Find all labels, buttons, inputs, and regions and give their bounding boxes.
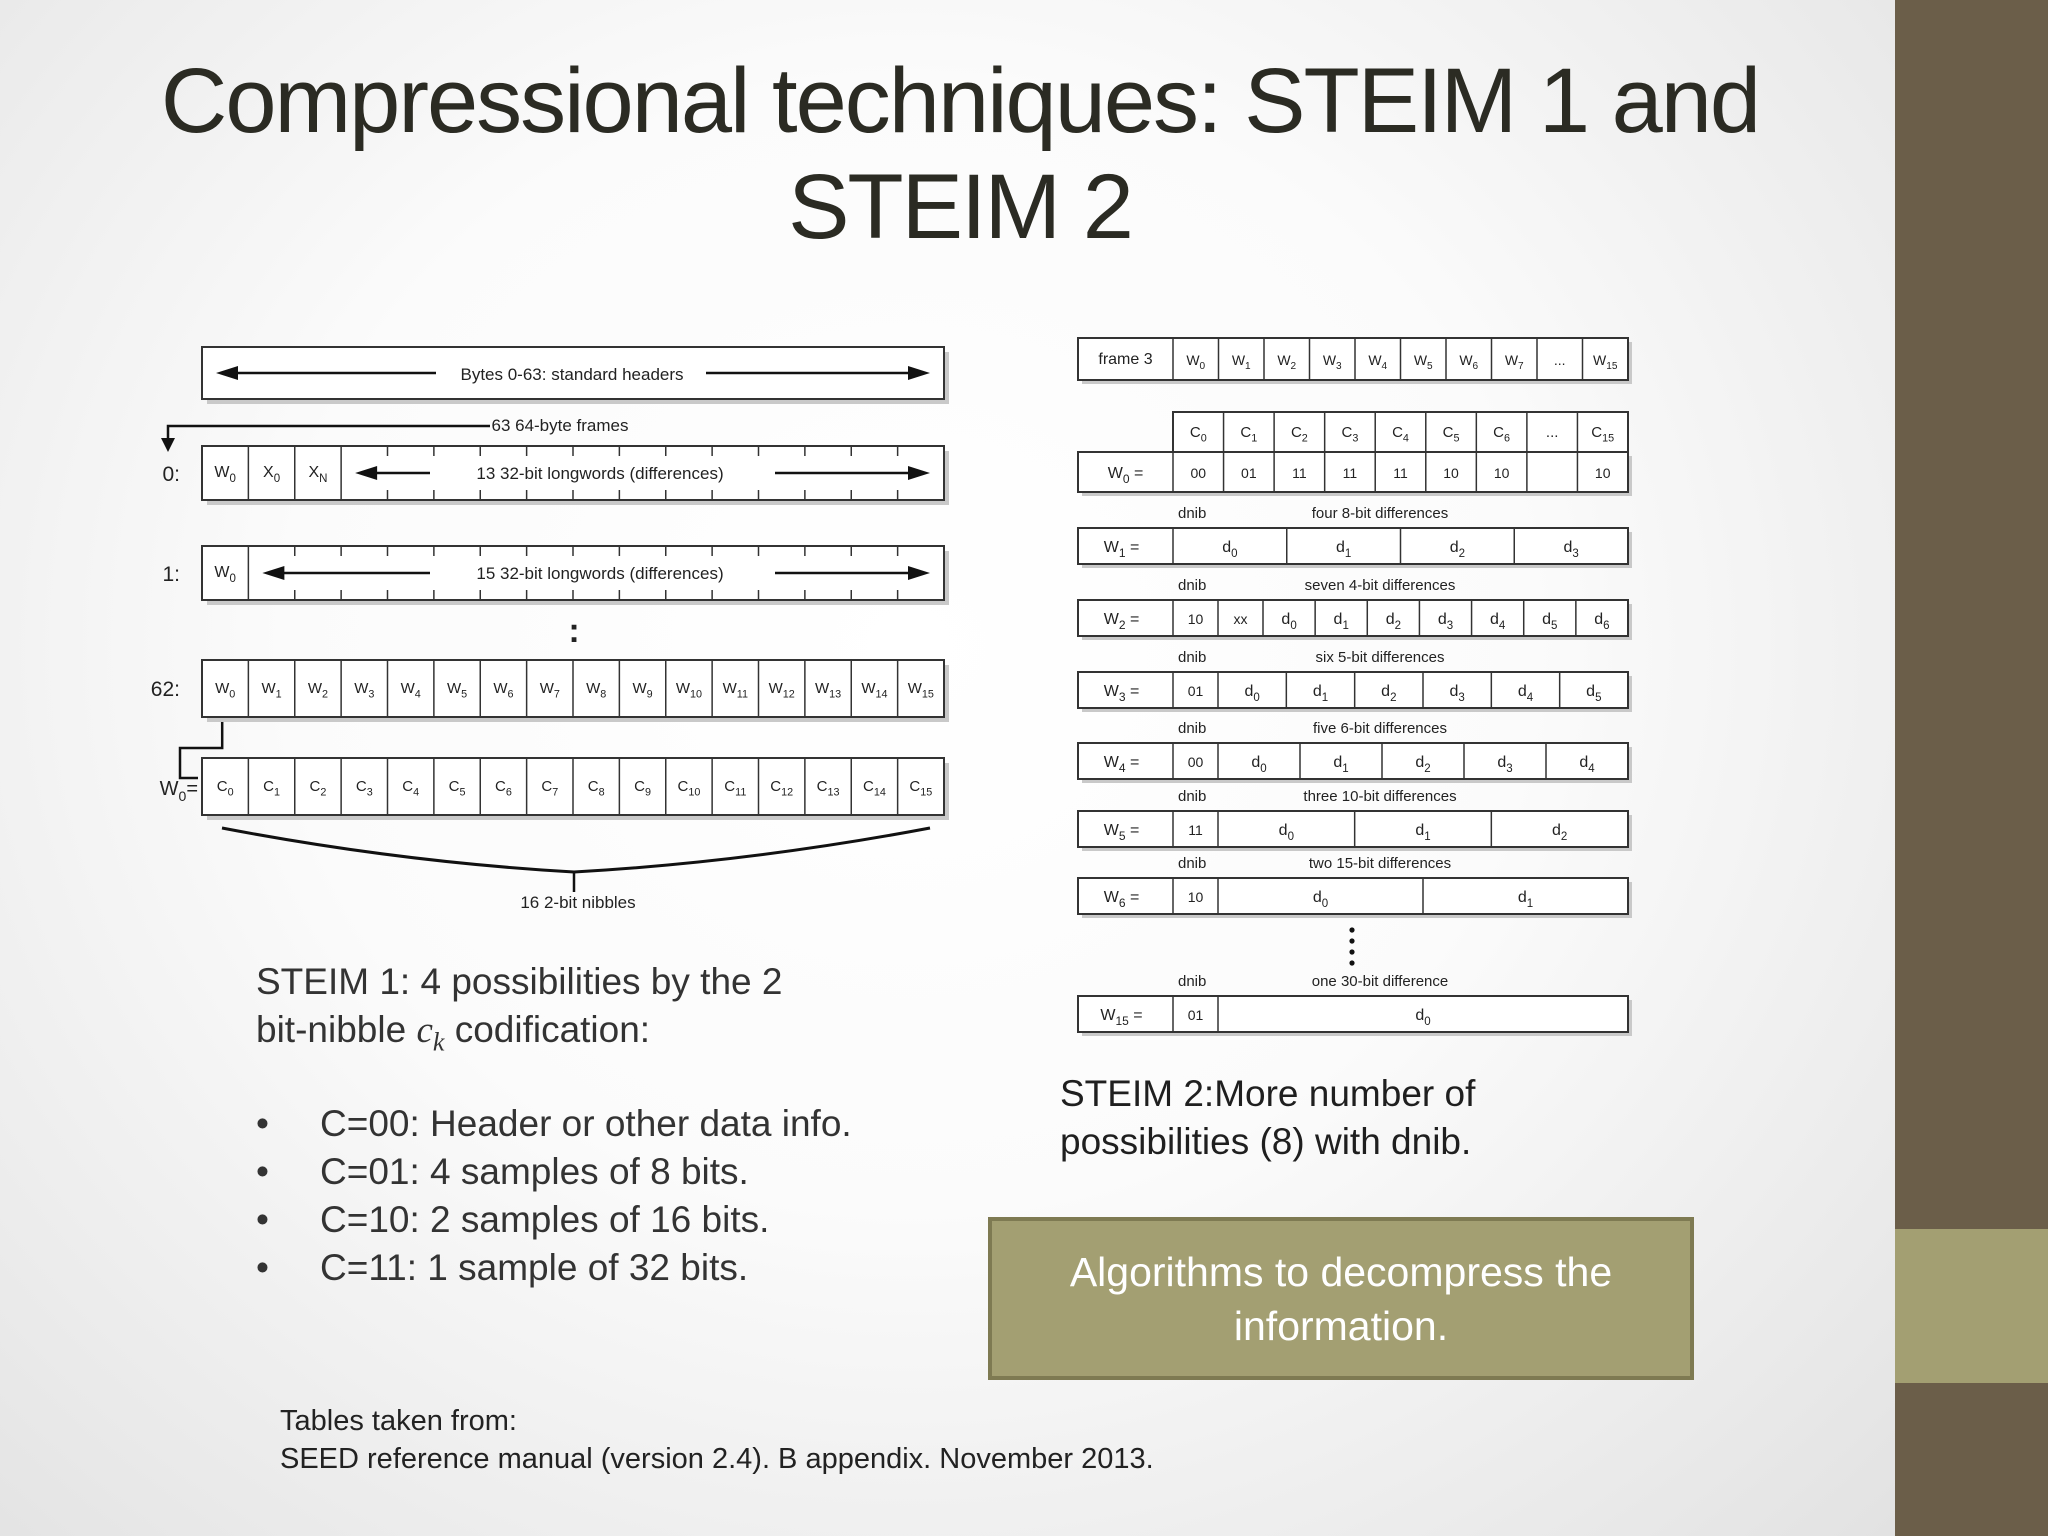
c-header-cell-label-main: ... — [1545, 424, 1559, 441]
w-row-cell-label-main: d — [1415, 822, 1425, 839]
row1-cell-label-sub: 0 — [229, 572, 236, 585]
row62-cell-label-sub: 13 — [829, 688, 842, 701]
crow-cell-label-sub: 2 — [320, 786, 327, 799]
row62-cell-label-sub: 6 — [507, 688, 514, 701]
row-caption: two 15-bit differences — [1308, 855, 1452, 872]
dnib-label: dnib — [1178, 505, 1207, 522]
row-caption: one 30-bit difference — [1311, 973, 1449, 990]
w-row-box — [1078, 528, 1628, 564]
w0-value: 11 — [1342, 465, 1358, 481]
vertical-ellipsis-dot — [1349, 949, 1354, 954]
crow-cell-label-main: C — [909, 778, 921, 795]
source-citation — [280, 1402, 1380, 1478]
frame3-label: frame 3 — [1098, 351, 1153, 368]
list-item: • C=11: 1 sample of 32 bits. — [256, 1244, 856, 1292]
w-row-cell-label-main: d — [1552, 822, 1561, 839]
crow-cell-label-sub: 12 — [781, 786, 794, 799]
crow-cell-label-sub: 13 — [827, 786, 840, 799]
crow-cell-label-main: C — [355, 778, 367, 795]
w-row-cell-label-main: d — [1415, 754, 1425, 771]
crow-cell-label-main: C — [770, 778, 782, 795]
frame3-cell-label-main: W — [1231, 352, 1246, 368]
c-header-cell-label-sub: 2 — [1301, 432, 1308, 445]
w-row-cell-label-main: d — [1563, 539, 1573, 556]
w-row-label-eq: = — [1125, 889, 1140, 906]
w-row-cell-label-main: xx — [1233, 611, 1248, 627]
w-row-label-sub: 4 — [1118, 761, 1126, 775]
list-item: • C=01: 4 samples of 8 bits. — [256, 1148, 856, 1196]
row62-cell-label-sub: 9 — [646, 688, 653, 701]
row-caption: three 10-bit differences — [1303, 788, 1457, 805]
dnib-label: dnib — [1178, 720, 1207, 737]
w-row-box — [1078, 672, 1628, 708]
sidebar-accent-band — [1895, 1229, 2048, 1383]
row62-cell-label-sub: 11 — [736, 688, 749, 701]
w-row-cell-label — [1188, 822, 1203, 838]
crow-cell-label-sub: 10 — [688, 786, 701, 799]
w-row-cell-label-sub: 4 — [1526, 691, 1534, 704]
w-row-cell-label-main: d — [1333, 754, 1343, 771]
steim2-description: STEIM 2:More number of possibilities (8) with dnib. — [1060, 1073, 1476, 1162]
c-header-cell-label-main: C — [1189, 424, 1201, 441]
c-header-cell-label-main: C — [1240, 424, 1252, 441]
frame3-cell-label-sub: 4 — [1381, 361, 1388, 373]
crow-cell-label-sub: 5 — [459, 786, 466, 799]
w-row-label-main: W — [1103, 683, 1119, 700]
dnib-label: dnib — [1178, 577, 1207, 594]
w-row-cell-label-main: d — [1594, 611, 1604, 628]
w-row-box — [1078, 878, 1628, 914]
w-row-cell-label-sub: 3 — [1446, 619, 1454, 632]
w-row-cell-label-sub: 0 — [1321, 897, 1329, 910]
w-row-label-sub: 3 — [1118, 690, 1126, 704]
crow-cell-label-sub: 7 — [552, 786, 559, 799]
dnib-label: dnib — [1178, 973, 1207, 990]
w-row-label-sub: 2 — [1118, 618, 1126, 632]
w-row-label-eq: = — [1125, 611, 1140, 628]
crow-cell-label-sub: 8 — [598, 786, 605, 799]
w0-value: 11 — [1292, 465, 1307, 481]
nibbles-label: 16 2-bit nibbles — [520, 893, 636, 912]
c-header-cell-label-sub: 0 — [1200, 432, 1207, 445]
w-row-label-sub: 15 — [1115, 1014, 1129, 1028]
w-row-cell-label-main: d — [1517, 683, 1527, 700]
crow-label-main: W — [159, 778, 179, 800]
w-row-cell-label-sub: 2 — [1458, 547, 1466, 560]
c-header-cell-label — [1546, 424, 1559, 441]
crow-cell-label-main: C — [863, 778, 874, 795]
steim1-var-sub: k — [432, 1027, 445, 1057]
frame3-cell-label-main: W — [1186, 352, 1200, 368]
row0-cell-label-main: X — [263, 464, 274, 481]
row62-cell-label-sub: 14 — [875, 688, 888, 701]
row62-cell-label-sub: 3 — [368, 688, 375, 701]
list-item: • C=10: 2 samples of 16 bits. — [256, 1196, 856, 1244]
dnib-label: dnib — [1178, 788, 1207, 805]
row62-cell-label-sub: 1 — [275, 688, 282, 701]
w-row-cell-label-sub: 2 — [1560, 830, 1568, 843]
row-caption: seven 4-bit differences — [1304, 577, 1456, 594]
w-row-cell-label-main: d — [1251, 754, 1261, 771]
w-row-cell-label — [1188, 683, 1204, 699]
callout-text: Algorithms to decompress the information. — [1069, 1248, 1613, 1349]
crow-cell-label-main: C — [541, 778, 553, 795]
steim1-intro-b: bit-nibble — [256, 1009, 417, 1050]
frame3-cell-label-main: W — [1459, 352, 1473, 368]
w-row-box — [1078, 811, 1628, 847]
w-row-cell-label-sub: 0 — [1260, 762, 1267, 775]
crow-cell-label-sub: 3 — [366, 786, 373, 799]
w-row-cell-label-main: d — [1333, 611, 1343, 628]
w0-label-eq: = — [1129, 465, 1144, 482]
w-row-cell-label-main: d — [1415, 1007, 1425, 1024]
row62-cell-label-main: W — [586, 680, 601, 697]
header-label: Bytes 0-63: standard headers — [460, 365, 684, 384]
w-row-label-main: W — [1103, 611, 1119, 628]
w-row-label-sub: 6 — [1118, 896, 1126, 910]
frame3-cell-label-main: ... — [1553, 352, 1566, 368]
w-row-cell-label-sub: 1 — [1424, 830, 1431, 843]
frame3-cell-label-main: W — [1368, 352, 1382, 368]
w-row-cell-label-main: d — [1335, 539, 1345, 556]
row62-label: 62: — [150, 678, 180, 701]
row1-cell-label-main: W — [214, 564, 230, 581]
row62-cell-label-main: W — [675, 680, 691, 697]
c-header-cell-label-main: C — [1392, 424, 1403, 441]
row62-cell-label-main: W — [493, 680, 508, 697]
row62-cell-label-sub: 4 — [414, 688, 421, 701]
w-row-cell-label-main: d — [1312, 889, 1322, 906]
w-row-cell-label-main: 00 — [1187, 754, 1204, 770]
w-row-cell-label-sub: 0 — [1231, 547, 1238, 560]
w-row-cell-label-main: d — [1222, 539, 1232, 556]
w-row-cell-label-main: 01 — [1187, 1007, 1204, 1023]
row62-cell-label-main: W — [446, 680, 462, 697]
w-row-cell-label-main: d — [1586, 683, 1596, 700]
w-row-cell-label-main: d — [1579, 754, 1589, 771]
w-row-cell-label-sub: 1 — [1342, 762, 1349, 775]
row0-cell-label-sub: 0 — [229, 472, 236, 485]
row62-cell-label-main: W — [907, 680, 922, 697]
crow-label-eq: = — [186, 778, 198, 800]
frame3-cell-label-sub: 2 — [1290, 361, 1297, 373]
w-row-cell-label-sub: 4 — [1588, 762, 1595, 775]
row0-label: 0: — [162, 463, 180, 486]
w-row-cell-label-sub: 5 — [1595, 691, 1602, 704]
crow-cell-label-main: C — [587, 778, 599, 795]
w-row-cell-label-sub: 1 — [1526, 897, 1534, 910]
row0-cell-label-main: X — [308, 464, 320, 481]
w-row-cell-label-sub: 1 — [1342, 619, 1349, 632]
w-row-cell-label-sub: 0 — [1287, 830, 1294, 843]
steim1-list — [256, 1100, 856, 1292]
crow-label-sub: 0 — [178, 788, 187, 804]
w-row-cell-label-main: d — [1381, 683, 1391, 700]
w-row-cell-label-sub: 1 — [1321, 691, 1329, 704]
c-header-cell-label-sub: 6 — [1504, 432, 1511, 445]
w-row-cell-label — [1188, 889, 1204, 905]
c-header-cell-label-sub: 5 — [1453, 432, 1460, 445]
w-row-label-eq: = — [1125, 539, 1140, 556]
w0-value: 10 — [1493, 465, 1510, 481]
w0-value: 00 — [1190, 465, 1207, 481]
w-row-label-eq: = — [1125, 683, 1140, 700]
vertical-ellipsis-dot — [1349, 927, 1354, 932]
frame-ellipsis: : — [568, 612, 580, 650]
w-row-label-eq: = — [1125, 822, 1140, 839]
w0-value: 11 — [1393, 465, 1408, 481]
row62-cell-label-main: W — [215, 680, 230, 697]
w-row-label-main: W — [1103, 539, 1119, 556]
crow-cell-label-sub: 1 — [273, 786, 280, 799]
row62-cell-label-sub: 10 — [690, 688, 703, 701]
list-item: • C=00: Header or other data info. — [256, 1100, 856, 1148]
steim1-description — [256, 958, 896, 1066]
w-row-cell-label — [1234, 611, 1248, 627]
w-row-cell-label-main: 10 — [1187, 889, 1204, 905]
frame3-cell-label-sub: 3 — [1336, 361, 1342, 373]
row0-span-label: 13 32-bit longwords (differences) — [476, 464, 724, 483]
row-caption: six 5-bit differences — [1315, 649, 1445, 666]
w-row-cell-label-main: d — [1489, 611, 1499, 628]
w-row-cell-label-sub: 1 — [1344, 547, 1352, 560]
w0-value: 01 — [1241, 465, 1257, 481]
w-row-cell-label-sub: 3 — [1458, 691, 1465, 704]
w-row-cell-label-main: 01 — [1187, 683, 1204, 699]
row62-cell-label-sub: 8 — [600, 688, 607, 701]
w-row-cell-label-main: d — [1497, 754, 1507, 771]
w-row-cell-label-main: d — [1449, 539, 1459, 556]
w-row-cell-label-sub: 5 — [1551, 619, 1558, 632]
w-row-cell-label-main: d — [1244, 683, 1254, 700]
c-header-cell-label-main: C — [1493, 424, 1505, 441]
w-row-cell-label-main: d — [1278, 822, 1288, 839]
c-header-cell-label-sub: 3 — [1352, 432, 1359, 445]
crow-cell-label-main: C — [216, 778, 228, 795]
row-caption: five 6-bit differences — [1313, 720, 1447, 737]
w0-value: 10 — [1594, 465, 1611, 481]
c-header-cell-label-main: C — [1591, 424, 1603, 441]
w-row-cell-label-sub: 4 — [1498, 619, 1506, 632]
row0-cell-label-main: W — [214, 464, 230, 481]
crow-cell-label-main: C — [263, 778, 274, 795]
row62-cell-label-main: W — [400, 680, 415, 697]
row62-cell-label-main: W — [768, 680, 783, 697]
callout-box — [988, 1217, 1694, 1380]
dnib-label: dnib — [1178, 649, 1207, 666]
row0-cell-label-sub: N — [319, 472, 328, 485]
row1-label: 1: — [162, 563, 180, 586]
frame3-cell-label-main: W — [1504, 352, 1519, 368]
w-row-cell-label — [1188, 611, 1204, 627]
crow-cell-label-sub: 9 — [644, 786, 651, 799]
w-row-label-sub: 1 — [1118, 546, 1126, 560]
w-row-cell-label-main: d — [1517, 889, 1527, 906]
row62-cell-label-main: W — [539, 680, 554, 697]
crow-cell-label-main: C — [448, 778, 460, 795]
w-row-cell-label-main: d — [1437, 611, 1447, 628]
w-row-label-sub: 5 — [1118, 829, 1126, 843]
w-row-cell-label-sub: 3 — [1506, 762, 1513, 775]
row62-cell-label-sub: 7 — [553, 688, 560, 701]
row62-cell-label-main: W — [307, 680, 323, 697]
frame3-cell-label-sub: 7 — [1518, 361, 1524, 373]
frame3-cell-label-main: W — [1277, 352, 1291, 368]
frame3-cell-label-sub: 0 — [1199, 361, 1206, 373]
row62-cell-label-main: W — [261, 680, 276, 697]
row62-cell-label-sub: 5 — [461, 688, 468, 701]
row62-cell-label-main: W — [861, 680, 876, 697]
source-line-1: Tables taken from: — [280, 1405, 517, 1437]
crow-cell-label-main: C — [309, 778, 321, 795]
crow-cell-label-main: C — [634, 778, 645, 795]
row62-cell-label-main: W — [722, 680, 737, 697]
steim1-intro-c: codification: — [444, 1009, 651, 1050]
w-row-cell-label-sub: 2 — [1390, 691, 1397, 704]
row62-cell-label-sub: 15 — [921, 688, 934, 701]
w-row-cell-label-main: d — [1385, 611, 1395, 628]
c-header-cell-label-main: C — [1341, 424, 1353, 441]
w-row-cell-label-sub: 3 — [1572, 547, 1579, 560]
frame3-cell-label-main: W — [1593, 352, 1607, 368]
crow-cell-label-sub: 14 — [873, 786, 886, 799]
w-row-cell-label-sub: 0 — [1253, 691, 1260, 704]
steim1-var: c — [416, 1010, 433, 1051]
c-header-cell-label-sub: 15 — [1602, 432, 1615, 445]
w-row-cell-label-main: d — [1312, 683, 1322, 700]
w-row-cell-label-sub: 0 — [1290, 619, 1297, 632]
crow-cell-label-main: C — [402, 778, 414, 795]
w-row-cell-label — [1188, 754, 1204, 770]
frame3-cell-label — [1554, 352, 1566, 368]
dnib-label: dnib — [1178, 855, 1207, 872]
steim1-intro-a: STEIM 1: 4 possibilities by the 2 — [256, 961, 783, 1002]
row62-cell-label-main: W — [632, 680, 647, 697]
crow-cell-label-main: C — [816, 778, 828, 795]
w-row-cell-label-sub: 2 — [1424, 762, 1431, 775]
crow-cell-label-main: C — [677, 778, 689, 795]
w-row-cell-label-sub: 0 — [1424, 1015, 1431, 1028]
frame3-cell-label-main: W — [1413, 352, 1428, 368]
crow-cell-label-sub: 11 — [735, 786, 747, 799]
c-header-cell-label-sub: 1 — [1251, 432, 1258, 445]
w-row-cell-label-main: 10 — [1187, 611, 1204, 627]
w-row-box — [1078, 996, 1628, 1032]
w0-label-sub: 0 — [1122, 472, 1130, 486]
c-header-cell-label-main: C — [1442, 424, 1454, 441]
crow-cell-label-sub: 4 — [413, 786, 420, 799]
row1-span-label: 15 32-bit longwords (differences) — [476, 564, 724, 583]
w-row-cell-label-main: 11 — [1188, 822, 1203, 838]
frame3-cell-label-sub: 5 — [1427, 361, 1433, 373]
row-caption: four 8-bit differences — [1311, 505, 1449, 522]
vertical-ellipsis-dot — [1349, 960, 1354, 965]
crow-cell-label-sub: 15 — [920, 786, 933, 799]
w-row-label-eq: = — [1125, 754, 1140, 771]
row62-cell-label-main: W — [814, 680, 830, 697]
crow-cell-label-main: C — [724, 778, 736, 795]
w0-value: 10 — [1443, 465, 1459, 481]
crow-cell-label-sub: 6 — [505, 786, 512, 799]
w-row-label-main: W — [1103, 822, 1119, 839]
frames-label: 63 64-byte frames — [491, 416, 629, 435]
w-row-label-main: W — [1103, 889, 1119, 906]
w-row-label-main: W — [1100, 1007, 1116, 1024]
frame3-cell-label-main: W — [1322, 352, 1337, 368]
frame3-cell-label-sub: 15 — [1606, 361, 1618, 373]
w-row-cell-label-main: d — [1281, 611, 1291, 628]
w-row-cell-label-main: d — [1542, 611, 1552, 628]
frame3-box — [1078, 338, 1628, 380]
vertical-ellipsis-dot — [1349, 938, 1354, 943]
w-row-cell-label-sub: 2 — [1394, 619, 1402, 632]
row0-cell-label-sub: 0 — [273, 472, 281, 485]
frame3-cell-label-sub: 6 — [1472, 361, 1479, 373]
c-header-cell-label-sub: 4 — [1402, 432, 1409, 445]
w-row-cell-label-sub: 6 — [1603, 619, 1610, 632]
w-row-label-eq: = — [1128, 1007, 1143, 1024]
crow-cell-label-sub: 0 — [227, 786, 234, 799]
w-row-cell-label-main: d — [1449, 683, 1459, 700]
c-header-cell-label-main: C — [1290, 424, 1302, 441]
w0-label-main: W — [1107, 465, 1123, 482]
row62-cell-label-sub: 2 — [322, 688, 329, 701]
crow-cell-label-main: C — [495, 778, 506, 795]
w-row-cell-label — [1188, 1007, 1204, 1023]
row62-cell-label-main: W — [354, 680, 369, 697]
frame3-cell-label-sub: 1 — [1245, 361, 1251, 373]
source-line-2: SEED reference manual (version 2.4). B appendix. November 2013. — [280, 1443, 1154, 1475]
row62-cell-label-sub: 12 — [782, 688, 795, 701]
w-row-label-main: W — [1103, 754, 1119, 771]
slide-title: Compressional techniques: STEIM 1 and STEIM 2 — [160, 50, 1760, 258]
row62-cell-label-sub: 0 — [229, 688, 236, 701]
